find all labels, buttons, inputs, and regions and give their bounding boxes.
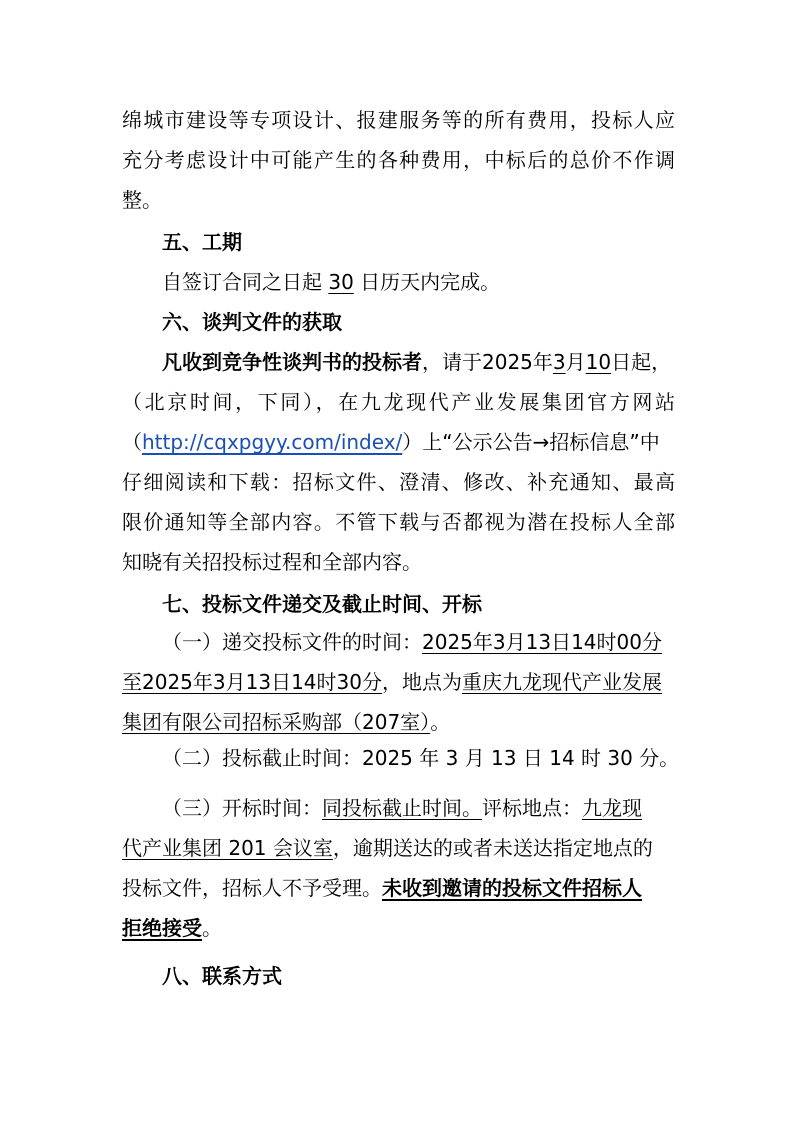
opening-time: 同投标截止时间。 [322,796,482,820]
submission-location-part-1: 重庆九龙现代产业发展 [461,670,662,694]
fee-paragraph-line-1: 绵城市建设等专项设计、报建服务等的所有费用，投标人应 [122,108,675,132]
acquisition-line-6: 知晓有关招投标过程和全部内容。 [122,550,422,574]
rejection-notice-part-1: 未收到邀请的投标文件招标人 [382,876,642,900]
schedule-text: 自签订合同之日起 30 日历天内完成。 [162,270,501,294]
acquisition-line-4: 仔细阅读和下载：招标文件、澄清、修改、补充通知、最高 [122,470,675,494]
opening-line-1: （三）开标时间：同投标截止时间。评标地点：九龙现 [162,796,642,820]
acquisition-line-5: 限价通知等全部内容。不管下载与否都视为潜在投标人全部 [122,510,675,534]
deadline-line: （二）投标截止时间：2025 年 3 月 13 日 14 时 30 分。 [162,746,680,770]
submission-start-time: 2025年3月13日14时00分 [422,630,662,654]
schedule-days: 30 [328,270,354,294]
evaluation-location-part-1: 九龙现 [582,796,642,820]
opening-line-2: 代产业集团 201 会议室，逾期送达的或者未送达指定地点的 [122,836,653,860]
official-website-link[interactable]: http://cqxpgyy.com/index/ [142,430,403,454]
start-month: 3 [552,350,566,374]
submission-line-3: 集团有限公司招标采购部（207室）。 [122,710,451,734]
evaluation-location-part-2: 代产业集团 201 会议室 [122,836,333,860]
acquisition-line-2: （北京时间，下同），在九龙现代产业发展集团官方网站 [122,390,675,414]
acquisition-line-1: 凡收到竞争性谈判书的投标者，请于2025年3月10日起， [162,350,672,374]
acquisition-line-3: （http://cqxpgyy.com/index/）上“公示公告→招标信息”中 [122,430,660,454]
rejection-notice-part-2: 拒绝接受 [122,916,202,940]
section-5-heading: 五、工期 [162,230,242,254]
start-day: 10 [585,350,612,374]
section-7-heading: 七、投标文件递交及截止时间、开标 [162,592,482,616]
fee-paragraph-line-2: 充分考虑设计中可能产生的各种费用，中标后的总价不作调 [122,148,675,172]
submission-end-time: 至2025年3月13日14时30分 [122,670,382,694]
opening-line-3: 投标文件，招标人不予受理。未收到邀请的投标文件招标人 [122,876,642,900]
invitee-emphasis: 凡收到竞争性谈判书的投标者 [162,350,422,374]
opening-line-4: 拒绝接受。 [122,916,222,940]
submission-line-1: （一）递交投标文件的时间：2025年3月13日14时00分 [162,630,662,654]
fee-paragraph-line-3: 整。 [122,188,162,212]
submission-location-part-2: 集团有限公司招标采购部（207室） [122,710,431,734]
section-6-heading: 六、谈判文件的获取 [162,310,342,334]
section-8-heading: 八、联系方式 [162,964,282,988]
submission-line-2: 至2025年3月13日14时30分，地点为重庆九龙现代产业发展 [122,670,662,694]
